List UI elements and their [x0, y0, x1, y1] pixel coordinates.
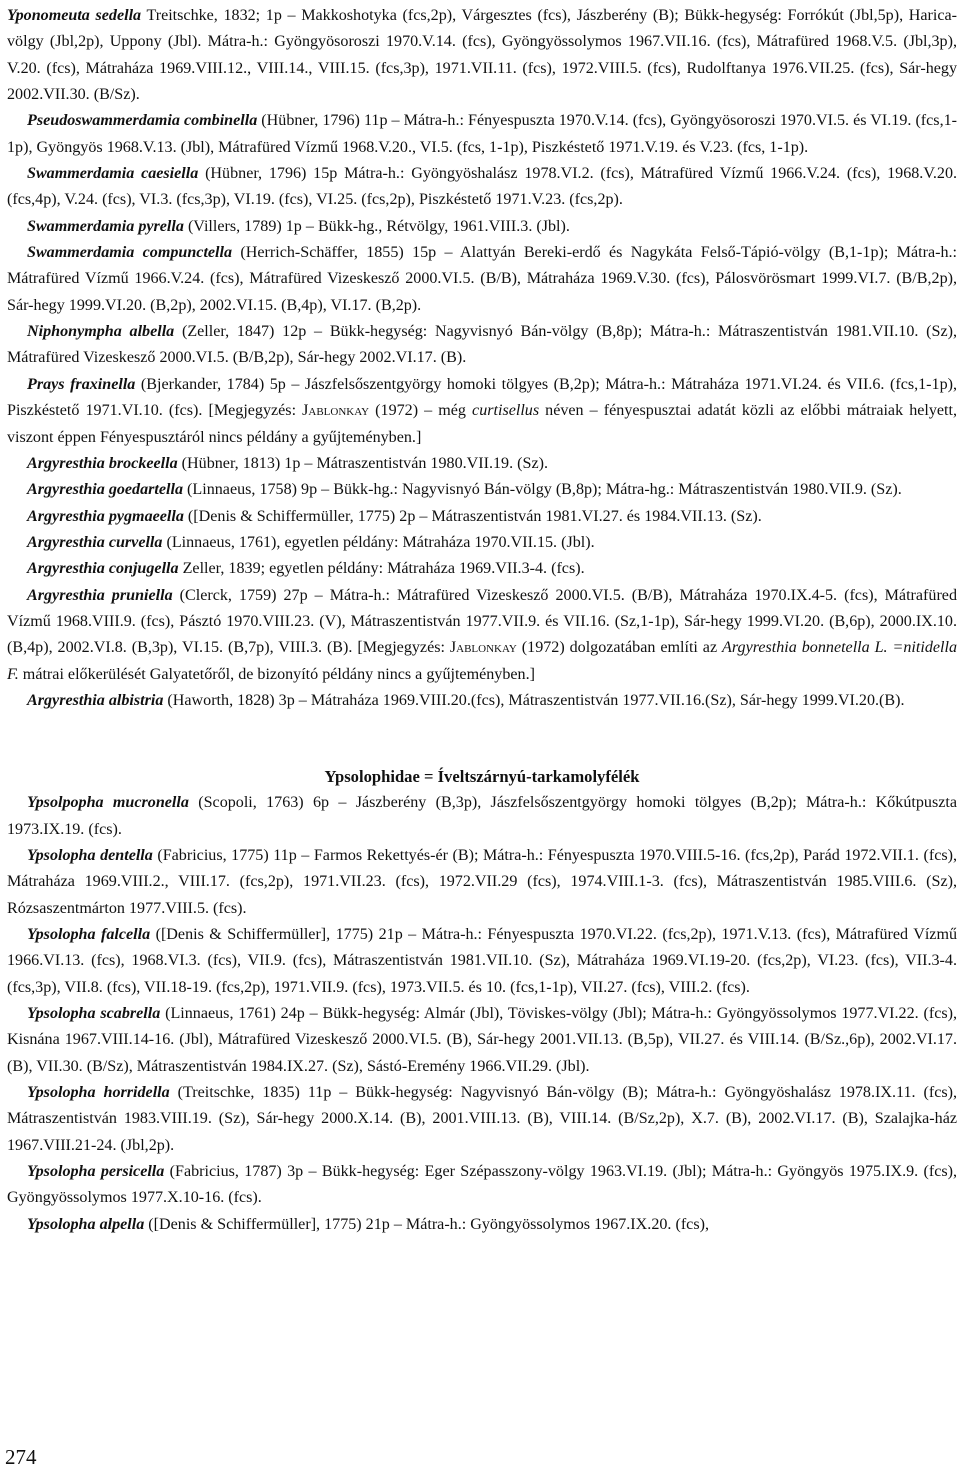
species-name: Swammerdamia pyrella [27, 217, 184, 235]
species-entry [7, 843, 957, 922]
record-text: (Hübner, 1796) 11p – Mátra-h.: Fényespuszta 1970.V.14. (fcs), Gyöngyösoroszi 1970.VI.5. és VI.19. (fcs,1-1p), Gyöngyös 1968.V.13. (Jbl), Mátrafüred Vízmű 1968.V.20., VI.5. (fcs, 1-1p), Piszkéstető 1971.V.19. és V.23. (fcs, 1-1p). [7, 112, 958, 156]
species-name: Swammerdamia caesiella [27, 165, 199, 183]
page-number: 274 [5, 1445, 37, 1469]
record-text: (1972) – még [369, 402, 473, 420]
species-entry [7, 583, 957, 688]
record-text: (Linnaeus, 1758) 9p – Bükk-hg.: Nagyvisnyó Bán-völgy (B,8p); Mátra-hg.: Mátraszentistván 1980.VII.9. (Sz). [183, 481, 902, 499]
species-entry [7, 688, 957, 714]
species-entry [7, 161, 957, 214]
species-name: Ypsolpopha mucronella [27, 794, 189, 812]
species-entry [7, 214, 957, 240]
record-text: néven – fényespusztai adatát közli az előbbi mátraiak helyett, viszont éppen Fényespusztáról nincs példány a gyűjteményben.] [7, 402, 958, 446]
species-name: Pseudoswammerdamia combinella [27, 112, 258, 130]
species-name: Argyresthia albistria [27, 691, 164, 709]
record-text: Treitschke, 1832; 1p – Makkoshotyka (fcs,2p), Várgesztes (fcs), Jászberény (B); Bükk-hegység: Forrókút (Jbl,5p), Harica-völgy (Jbl,2p), Uppony (Jbl). Mátra-h.: Gyöngyösoroszi 1970.V.14. (fcs), Gyöngyössolymos 1967.VII.16. (fcs), Mátrafüred 1968.V.5. (Jbl,3p), V.20. (fcs), Mátraháza 1969.VIII.12., VIII.14., VIII.15. (fcs,3p), 1971.VII.11. (fcs), 1972.VIII.5. (fcs), Rudolftanya 1976.VII.25. (fcs), Sár-hegy 2002.VII.30. (B/Sz). [7, 7, 957, 104]
record-text: (Scopoli, 1763) 6p – Jászberény (B,3p), Jászfelsőszentgyörgy homoki tölgyes (B,2p); Mátra-h.: Kőkútpuszta 1973.IX.19. (fcs). [7, 794, 957, 838]
species-name: Ypsolopha persicella [27, 1163, 165, 1181]
record-text: (Herrich-Schäffer, 1855) 15p – Alattyán Bereki-erdő és Nagykáta Felső-Tápió-völgy (B,1-1p); Mátra-h.: Mátrafüred Vízmű 1966.V.24. (fcs), Mátrafüred Vizeskesző 2000.VI.5. (B/B), Mátraháza 1969.V.30. (fcs), Pálosvörösmart 1999.VI.7. (B/B,2p), Sár-hegy 1999.VI.20. (B,2p), 2002.VI.15. (B,4p), VI.17. (B,2p). [7, 244, 957, 314]
species-entry [7, 922, 957, 1001]
record-text: (Zeller, 1847) 12p – Bükk-hegység: Nagyvisnyó Bán-völgy (B,8p); Mátra-h.: Mátraszentistván 1981.VII.10. (Sz), Mátrafüred Vizeskesző 2000.VI.5. (B/B,2p), Sár-hegy 2002.VI.17. (B). [7, 323, 957, 367]
species-name: Niphonympha albella [27, 323, 175, 341]
record-text: (Linnaeus, 1761), egyetlen példány: Mátraháza 1970.VII.15. (Jbl). [162, 533, 595, 551]
family-heading: Ypsolophidae = Íveltszárnyú-tarkamolyfélék [324, 767, 640, 787]
species-name: Prays fraxinella [27, 375, 136, 393]
species-list-yponomeutidae [7, 3, 957, 714]
species-entry [7, 504, 957, 530]
species-name: Argyresthia pygmaeella [27, 507, 184, 525]
species-entry [7, 530, 957, 556]
record-text: (Villers, 1789) 1p – Bükk-hg., Rétvölgy, 1961.VIII.3. (Jbl). [183, 217, 570, 235]
record-text: (1972) dolgozatában említi az [516, 639, 723, 657]
species-entry [7, 108, 957, 161]
species-entry [7, 1159, 957, 1212]
species-entry [7, 451, 957, 477]
species-name: Swammerdamia compunctella [27, 244, 233, 262]
species-entry [7, 319, 957, 372]
record-text: (Haworth, 1828) 3p – Mátraháza 1969.VIII.20.(fcs), Mátraszentistván 1977.VII.16.(Sz), Sár-hegy 1999.VI.20.(B). [163, 691, 905, 709]
cited-taxon: curtisellus [472, 402, 540, 420]
species-name: Ypsolopha scabrella [27, 1005, 161, 1023]
record-text: ([Denis & Schiffermüller, 1775) 2p – Mátraszentistván 1981.VI.27. és 1984.VII.13. (Sz). [183, 507, 762, 525]
record-text: (Hübner, 1813) 1p – Mátraszentistván 1980.VII.19. (Sz). [177, 454, 548, 472]
species-entry [7, 556, 957, 582]
page-content [7, 3, 957, 1238]
species-entry [7, 1001, 957, 1080]
species-name: Ypsolopha dentella [27, 846, 153, 864]
record-text: ([Denis & Schiffermüller], 1775) 21p – Mátra-h.: Gyöngyössolymos 1967.IX.20. (fcs), [144, 1215, 709, 1233]
record-text: (Fabricius, 1787) 3p – Bükk-hegység: Eger Szépasszony-völgy 1963.VI.19. (Jbl); Mátra-h.: Gyöngyös 1975.IX.9. (fcs), Gyöngyössolymos 1977.X.10-16. (fcs). [7, 1163, 957, 1207]
cited-taxon: Argyresthia bonnetella L. =nitidella F. [7, 639, 958, 683]
record-text: (Clerck, 1759) 27p – Mátra-h.: Mátrafüred Vizeskesző 2000.VI.5. (B/B), Mátraháza 1970.IX.4-5. (fcs), Mátrafüred Vízmű 1968.VIII.9. (fcs), Pásztó 1970.VIII.23. (V), Mátraszentistván 1977.VII.9. és VII.16. (Sz,1-1p), Sár-hegy 1999.VI.20. (B,6p), 2000.IX.10. (B,4p), 2002.VI.8. (B,3p), VI.15. (B,7p), VIII.3. (B). [Megjegyzés: [7, 586, 957, 657]
cited-author: Jablonkay [302, 402, 370, 420]
species-name: Argyresthia pruniella [27, 586, 173, 604]
record-text: (Bjerkander, 1784) 5p – Jászfelsőszentgyörgy homoki tölgyes (B,2p); Mátra-h.: Mátraháza 1971.VI.24. és VII.6. (fcs,1-1p), Piszkéstető 1971.VI.10. (fcs). [Megjegyzés: [7, 375, 958, 420]
species-list-ypsolophidae [7, 790, 957, 1238]
species-entry [7, 477, 957, 503]
cited-author: Jablonkay [449, 639, 517, 657]
record-text: Zeller, 1839; egyetlen példány: Mátraháza 1969.VII.3-4. (fcs). [178, 560, 585, 578]
record-text: ([Denis & Schiffermüller], 1775) 21p – Mátra-h.: Fényespuszta 1970.VI.22. (fcs,2p), 1971.V.13. (fcs), Mátrafüred Vízmű 1966.VI.13. (fcs), 1968.VI.3. (fcs), VII.9. (fcs), Mátraszentistván 1981.VII.10. (Sz), Mátraháza 1969.VI.19-20. (fcs,2p), VI.23. (fcs), VII.3-4. (fcs,3p), VII.8. (fcs), VII.18-19. (fcs,2p), 1971.VII.9. (fcs), 1973.VII.5. és 10. (fcs,1-1p), VII.27. (fcs), VIII.2. (fcs). [7, 926, 958, 996]
species-entry [7, 790, 957, 843]
species-name: Ypsolopha alpella [27, 1215, 145, 1233]
species-name: Ypsolopha falcella [27, 926, 151, 943]
species-entry [7, 240, 957, 319]
record-text: (Fabricius, 1775) 11p – Farmos Rekettyés-ér (B); Mátra-h.: Fényespuszta 1970.VIII.5-16. (fcs,2p), Parád 1972.VII.1. (fcs), Mátraháza 1969.VIII.2., VIII.17. (fcs,2p), 1971.VII.23. (fcs), 1972.VII.29 (fcs), 1974.VIII.1-3. (fcs), Mátraszentistván 1985.VIII.6. (Sz), Rózsaszentmárton 1977.VIII.5. (fcs). [7, 846, 957, 917]
species-name: Argyresthia brockeella [27, 454, 178, 472]
species-entry [7, 3, 957, 108]
record-text: (Hübner, 1796) 15p Mátra-h.: Gyöngyöshalász 1978.VI.2. (fcs), Mátrafüred Vízmű 1966.V.24. (fcs), 1968.V.20. (fcs,4p), V.24. (fcs), VI.3. (fcs,3p), VI.19. (fcs), VI.25. (fcs,2p), Piszkéstető 1971.V.23. (fcs,2p). [7, 165, 958, 209]
species-entry [7, 372, 957, 451]
species-name: Ypsolopha horridella [27, 1084, 170, 1102]
species-entry [7, 1080, 957, 1159]
species-name: Yponomeuta sedella [7, 7, 142, 24]
record-text: (Linnaeus, 1761) 24p – Bükk-hegység: Almár (Jbl), Töviskes-völgy (Jbl); Mátra-h.: Gyöngyössolymos 1977.VI.22. (fcs), Kisnána 1967.VIII.14-16. (Jbl), Mátrafüred Vizeskesző 2000.VI.5. (B), Sár-hegy 2001.VII.13. (B,5p), VII.27. és VIII.14. (B/Sz.,6p), 2002.VI.17. (B), VII.30. (B/Sz), Mátraszentistván 1984.IX.27. (Sz), Sástó-Eremény 1966.VII.29. (Jbl). [7, 1005, 957, 1075]
record-text: (Treitschke, 1835) 11p – Bükk-hegység: Nagyvisnyó Bán-völgy (B); Mátra-h.: Gyöngyöshalász 1978.IX.11. (fcs), Mátraszentistván 1983.VIII.19. (Sz), Sár-hegy 2000.X.14. (B), 2001.VIII.13. (B), VIII.14. (B/Sz,2p), X.7. (B), 2002.VI.17. (B), Szalajka-ház 1967.VIII.21-24. (Jbl,2p). [7, 1084, 957, 1154]
species-name: Argyresthia conjugella [27, 560, 179, 578]
species-entry [7, 1212, 957, 1238]
species-name: Argyresthia goedartella [27, 481, 184, 499]
species-name: Argyresthia curvella [27, 533, 163, 551]
record-text: mátrai előkerülését Galyatetőről, de bizonyító példány nincs a gyűjteményben.] [18, 665, 535, 683]
